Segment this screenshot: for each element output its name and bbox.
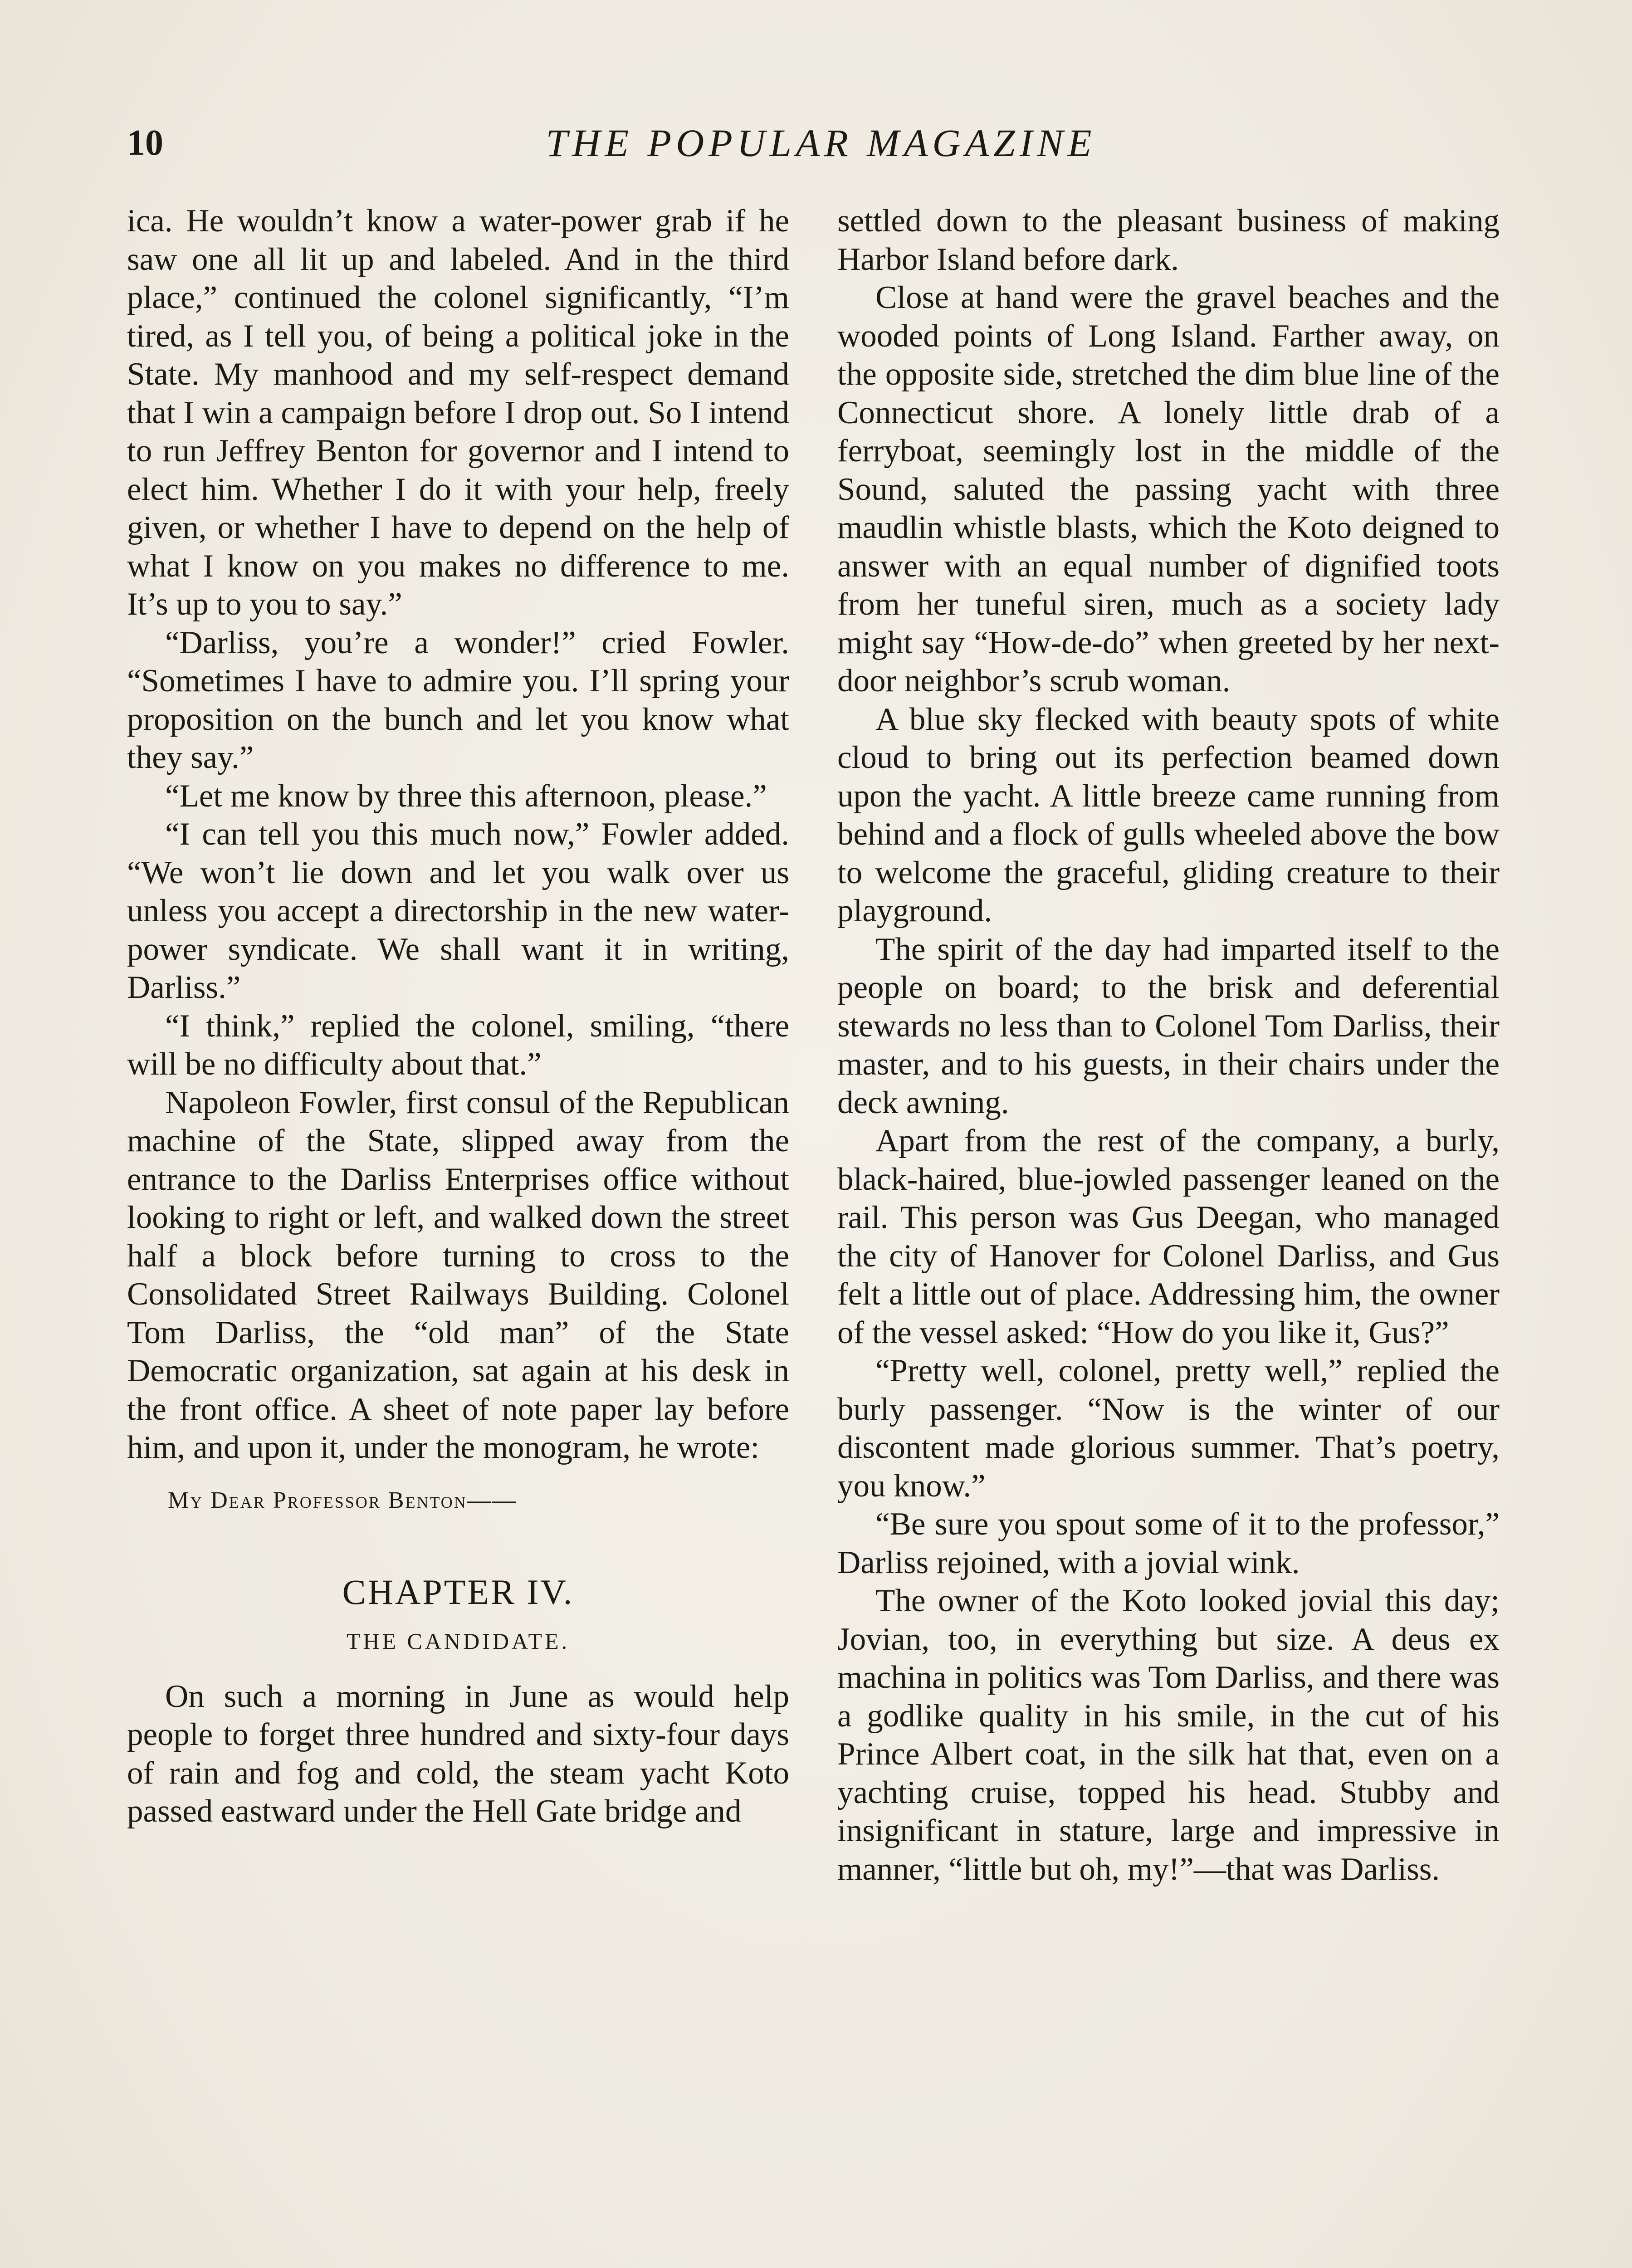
paragraph: settled down to the pleasant business of making Harbor Island before dark. — [837, 203, 1500, 277]
left-column — [127, 202, 789, 1831]
paragraph: “I can tell you this much now,” Fowler added. “We won’t lie down and let you walk over us unless you accept a directorship in the new water-power syndicate. We shall want it in writing, Darliss.” — [127, 816, 789, 1005]
paragraph: Napoleon Fowler, first consul of the Republican machine of the State, slipped away from the entrance to the Darliss Enterprises office without looking to right or left, and walked down the street half a block before turning to cross to the Consolidated Street Railways Building. Colonel Tom Darliss, the “old man” of the State Democratic organization, sat again at his desk in the front office. A sheet of note paper lay before him, and upon it, under the monogram, he wrote: — [127, 1085, 789, 1465]
paragraph: A blue sky flecked with beauty spots of white cloud to bring out its perfection beamed down upon the yacht. A little breeze came running from behind and a flock of gulls wheeled above the bow to welcome the graceful, gliding creature to their playground. — [837, 701, 1500, 929]
paragraph: “Let me know by three this afternoon, please.” — [165, 778, 767, 814]
page-number: 10 — [127, 123, 163, 163]
paragraph: The spirit of the day had imparted itself to the people on board; to the brisk and deferential stewards no less than to Colonel Tom Darliss, their master, and to his guests, in their chairs under the deck awning. — [837, 931, 1500, 1120]
paragraph: ica. He wouldn’t know a water-power grab if he saw one all lit up and labeled. And in the third place,” continued the colonel significantly, “I’m tired, as I tell you, of being a political joke in the State. My manhood and my self-respect demand that I win a campaign before I drop out. So I intend to run Jeffrey Benton for governor and I intend to elect him. Whether I do it with your help, freely given, or whether I have to depend on the help of what I know on you makes no difference to me. It’s up to you to say.” — [127, 203, 789, 622]
right-column — [837, 202, 1500, 1888]
chapter-heading: CHAPTER IV. — [342, 1572, 574, 1612]
paragraph: The owner of the Koto looked jovial this day; Jovian, too, in everything but size. A deus ex machina in politics was Tom Darliss, and there was a godlike quality in his smile, in the cut of his Prince Albert coat, in the silk hat that, even on a yachting cruise, topped his head. Stubby and insignificant in stature, large and impressive in manner, “little but oh, my!”—that was Darliss. — [837, 1583, 1500, 1887]
paragraph: “Darliss, you’re a wonder!” cried Fowler. “Sometimes I have to admire you. I’ll spring your proposition on the bunch and let you know what they say.” — [127, 625, 789, 775]
page-header — [127, 116, 1515, 170]
magazine-title: THE POPULAR MAGAZINE — [546, 121, 1096, 165]
paragraph: “Pretty well, colonel, pretty well,” replied the burly passenger. “Now is the winter of our discontent made glorious summer. That’s poetry, you know.” — [837, 1353, 1500, 1504]
paragraph: Apart from the rest of the company, a burly, black-haired, blue-jowled passenger leaned on the rail. This person was Gus Deegan, who managed the city of Hanover for Colonel Darliss, and Gus felt a little out of place. Addressing him, the owner of the vessel asked: “How do you like it, Gus?” — [837, 1123, 1500, 1350]
paragraph: On such a morning in June as would help people to forget three hundred and sixty-four days of rain and fog and cold, the steam yacht Koto passed eastward under the Hell Gate bridge and — [127, 1678, 789, 1829]
paragraph: “I think,” replied the colonel, smiling, “there will be no difficulty about that.” — [127, 1008, 789, 1082]
paragraph: “Be sure you spout some of it to the professor,” Darliss rejoined, with a jovial wink. — [837, 1506, 1500, 1580]
chapter-subtitle: THE CANDIDATE. — [346, 1628, 570, 1654]
letter-salutation: My Dear Professor Benton—— — [168, 1487, 517, 1513]
paragraph: Close at hand were the gravel beaches and the wooded points of Long Island. Farther away, on the opposite side, stretched the dim blue line of the Connecticut shore. A lonely little drab of a ferryboat, seemingly lost in the middle of the Sound, saluted the passing yacht with three maudlin whistle blasts, which the Koto deigned to answer with an equal number of dignified toots from her tuneful siren, much as a society lady might say “How-de-do” when greeted by her next-door neighbor’s scrub woman. — [837, 280, 1500, 699]
